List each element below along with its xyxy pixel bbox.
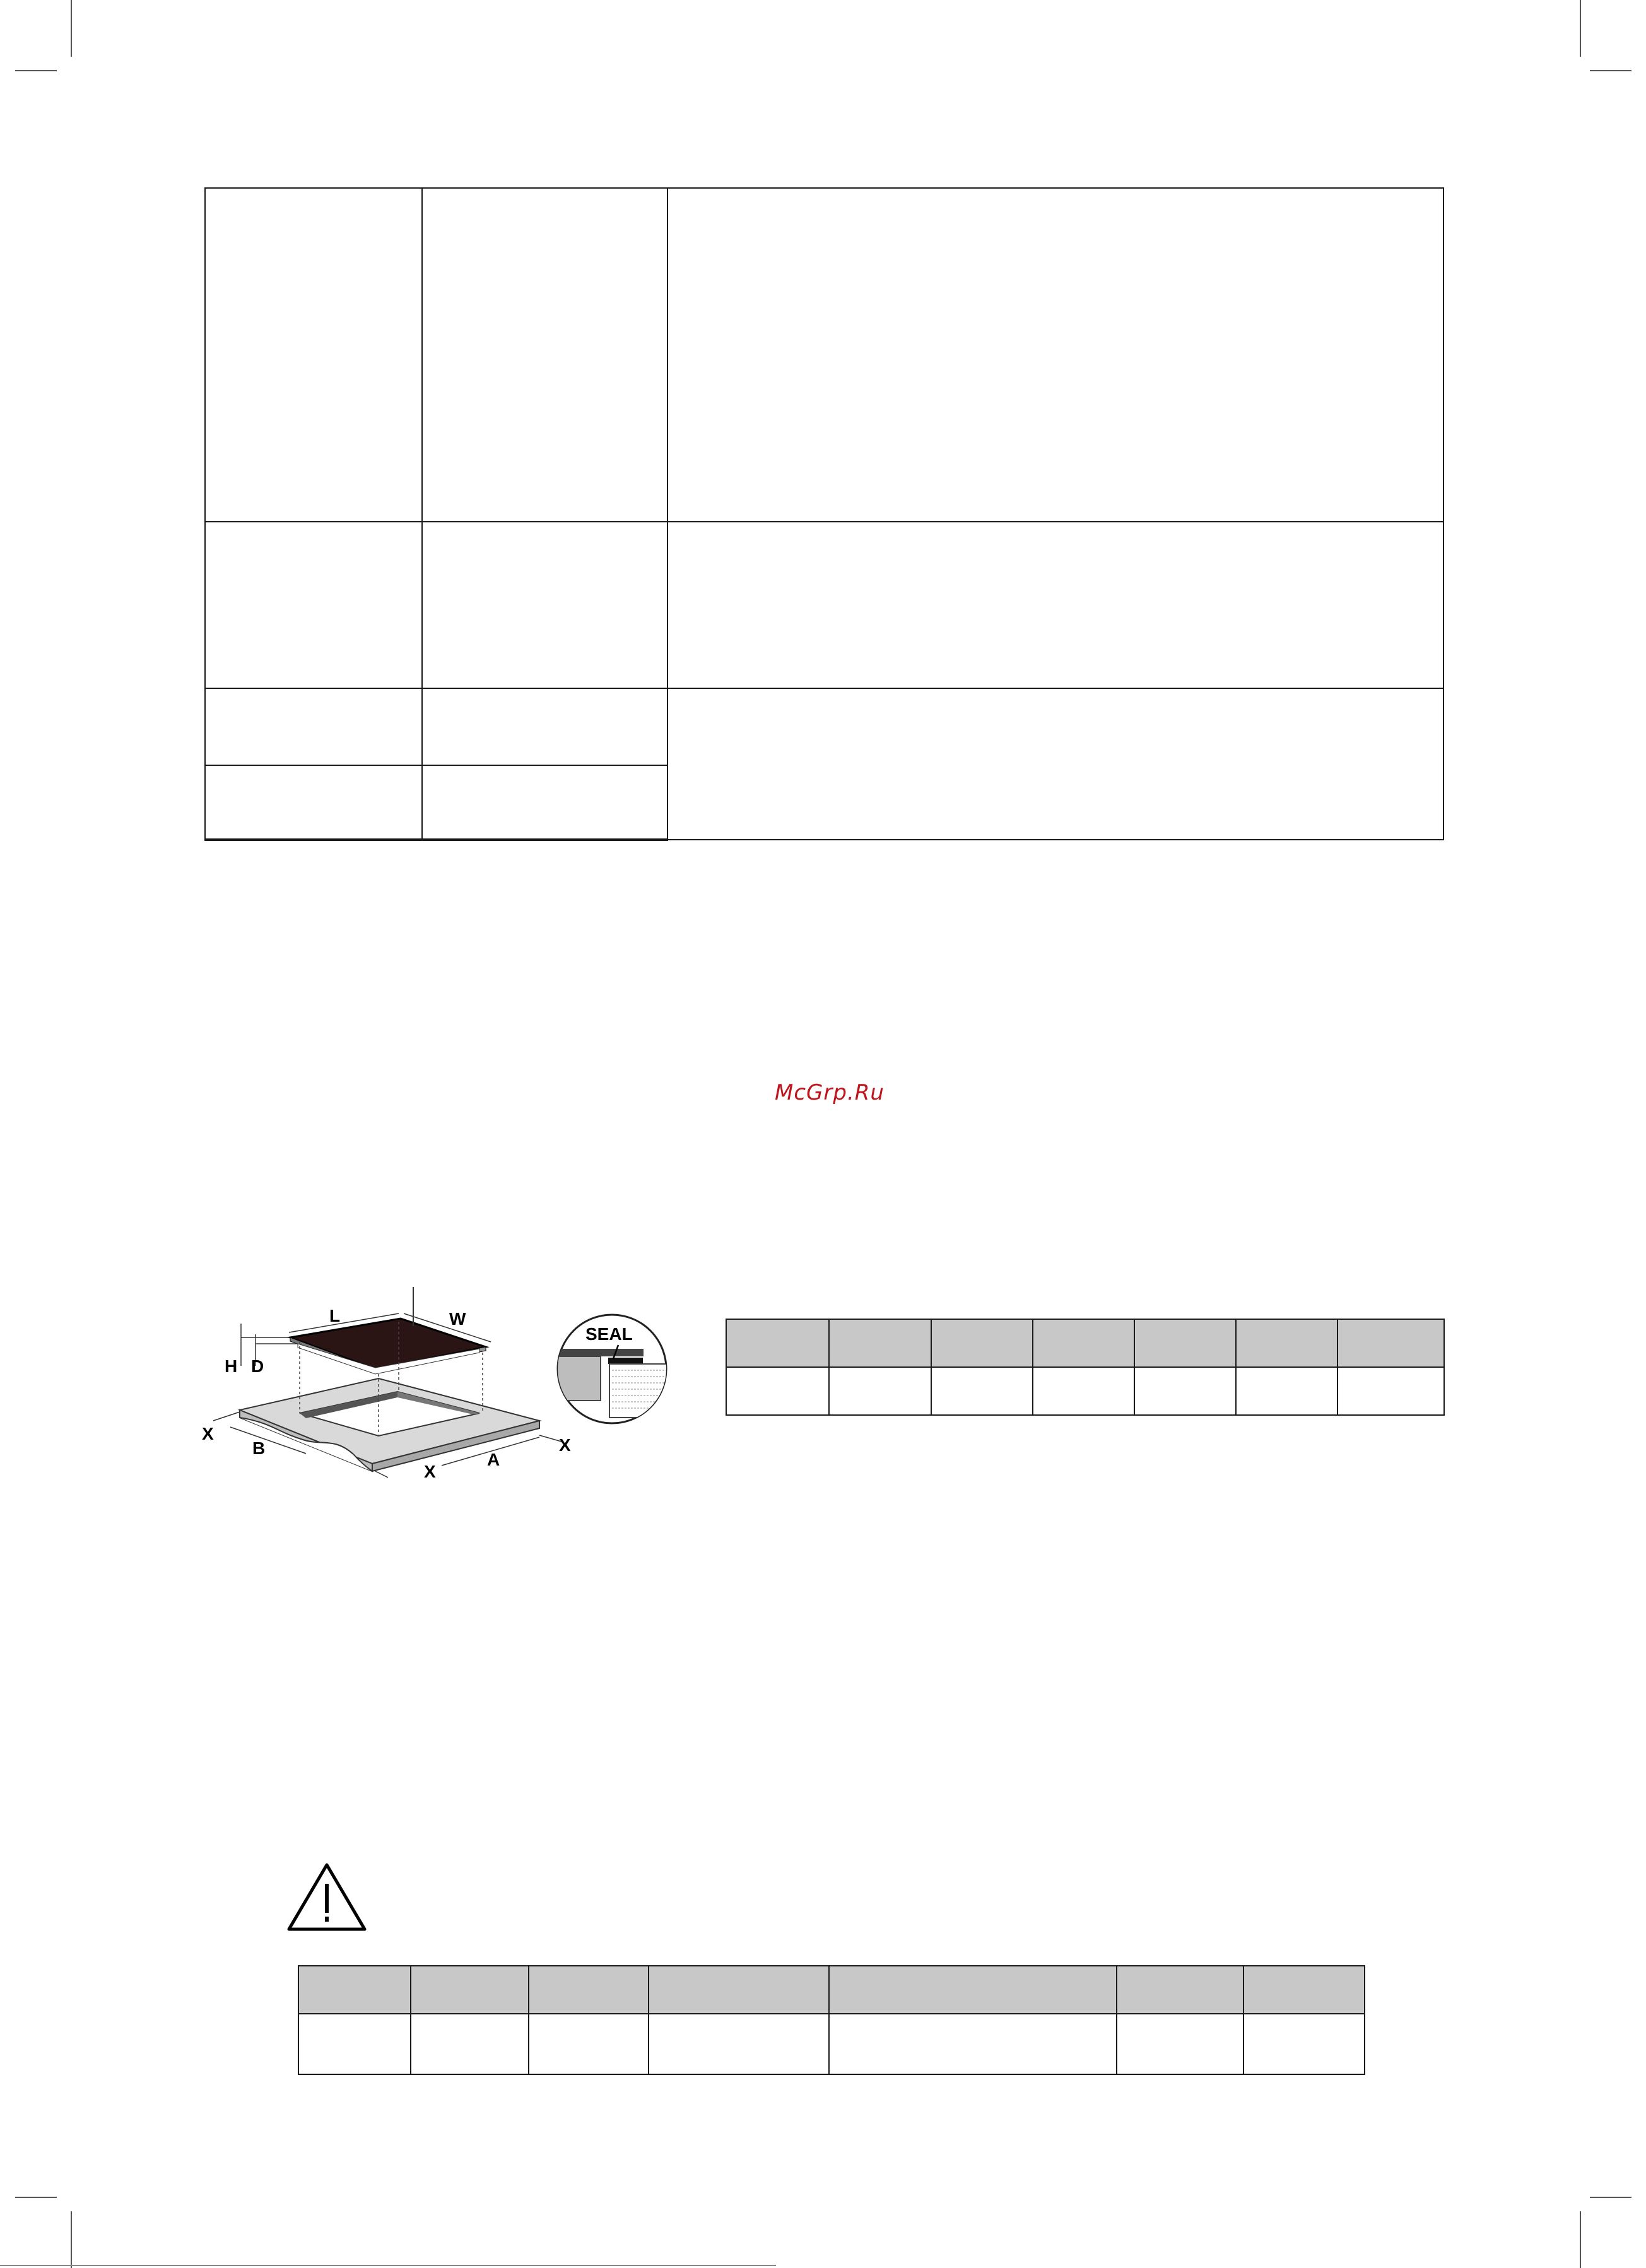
- header-cell: [931, 1319, 1033, 1367]
- crop-mark: [1580, 0, 1581, 57]
- dimension-label-B: B: [252, 1438, 266, 1458]
- table-cell: [422, 188, 667, 522]
- crop-mark: [71, 0, 72, 57]
- table-cell: [1337, 1367, 1444, 1415]
- table-cell: [529, 2014, 649, 2074]
- header-cell: [1134, 1319, 1236, 1367]
- table-cell: [1033, 1367, 1134, 1415]
- header-cell: [829, 1966, 1117, 2014]
- table-header-row: [726, 1319, 1444, 1367]
- table-cell: [422, 765, 667, 840]
- specification-table: [204, 187, 1444, 841]
- dimension-label-X: X: [202, 1424, 214, 1443]
- header-cell: [1337, 1319, 1444, 1367]
- dimension-label-X: X: [559, 1435, 571, 1455]
- table-cell: [829, 2014, 1117, 2074]
- table-row: [205, 688, 1443, 765]
- dimension-label-L: L: [329, 1306, 341, 1325]
- table-cell: [667, 522, 1443, 688]
- table-cell: [205, 688, 422, 765]
- crop-mark: [1580, 2211, 1581, 2268]
- table-cell: [667, 688, 1443, 840]
- dimension-label-D: D: [251, 1356, 264, 1376]
- table-cell: [1117, 2014, 1243, 2074]
- table-cell: [205, 765, 422, 840]
- seal-detail: [555, 1312, 669, 1426]
- table-cell: [298, 2014, 411, 2074]
- table-cell: [667, 188, 1443, 522]
- table-cell: [829, 1367, 931, 1415]
- header-cell: [649, 1966, 829, 2014]
- header-cell: [1243, 1966, 1365, 2014]
- table-cell: [422, 522, 667, 688]
- seal-label: SEAL: [585, 1324, 633, 1344]
- header-cell: [1117, 1966, 1243, 2014]
- crop-mark: [71, 2211, 72, 2268]
- dimension-label-H: H: [225, 1356, 238, 1376]
- dimensions-table: [726, 1319, 1445, 1416]
- table-cell: [931, 1367, 1033, 1415]
- header-cell: [1033, 1319, 1134, 1367]
- table-cell: [422, 688, 667, 765]
- table-row: [298, 2014, 1365, 2074]
- crop-mark: [1590, 2197, 1631, 2198]
- bottom-rule: [0, 2265, 776, 2266]
- table-cell: [1236, 1367, 1337, 1415]
- header-cell: [726, 1319, 829, 1367]
- table-cell: [649, 2014, 829, 2074]
- clearance-table: [298, 1965, 1365, 2075]
- table-cell: [411, 2014, 529, 2074]
- header-cell: [1236, 1319, 1337, 1367]
- crop-mark: [15, 2197, 57, 2198]
- header-cell: [411, 1966, 529, 2014]
- header-cell: [529, 1966, 649, 2014]
- dimension-label-X: X: [424, 1462, 436, 1481]
- table-row: [205, 522, 1443, 688]
- crop-mark: [1590, 70, 1631, 71]
- table-cell: [205, 522, 422, 688]
- table-cell: [1243, 2014, 1365, 2074]
- dimension-label-A: A: [487, 1450, 500, 1469]
- watermark: McGrp.Ru: [775, 1080, 885, 1105]
- warning-triangle-icon: [285, 1861, 368, 1934]
- dimension-label-W: W: [449, 1309, 466, 1329]
- table-header-row: [298, 1966, 1365, 2014]
- table-row: [205, 188, 1443, 522]
- table-cell: [726, 1367, 829, 1415]
- crop-mark: [15, 70, 57, 71]
- table-cell: [205, 188, 422, 522]
- header-cell: [298, 1966, 411, 2014]
- header-cell: [829, 1319, 931, 1367]
- table-cell: [1134, 1367, 1236, 1415]
- table-row: [726, 1367, 1444, 1415]
